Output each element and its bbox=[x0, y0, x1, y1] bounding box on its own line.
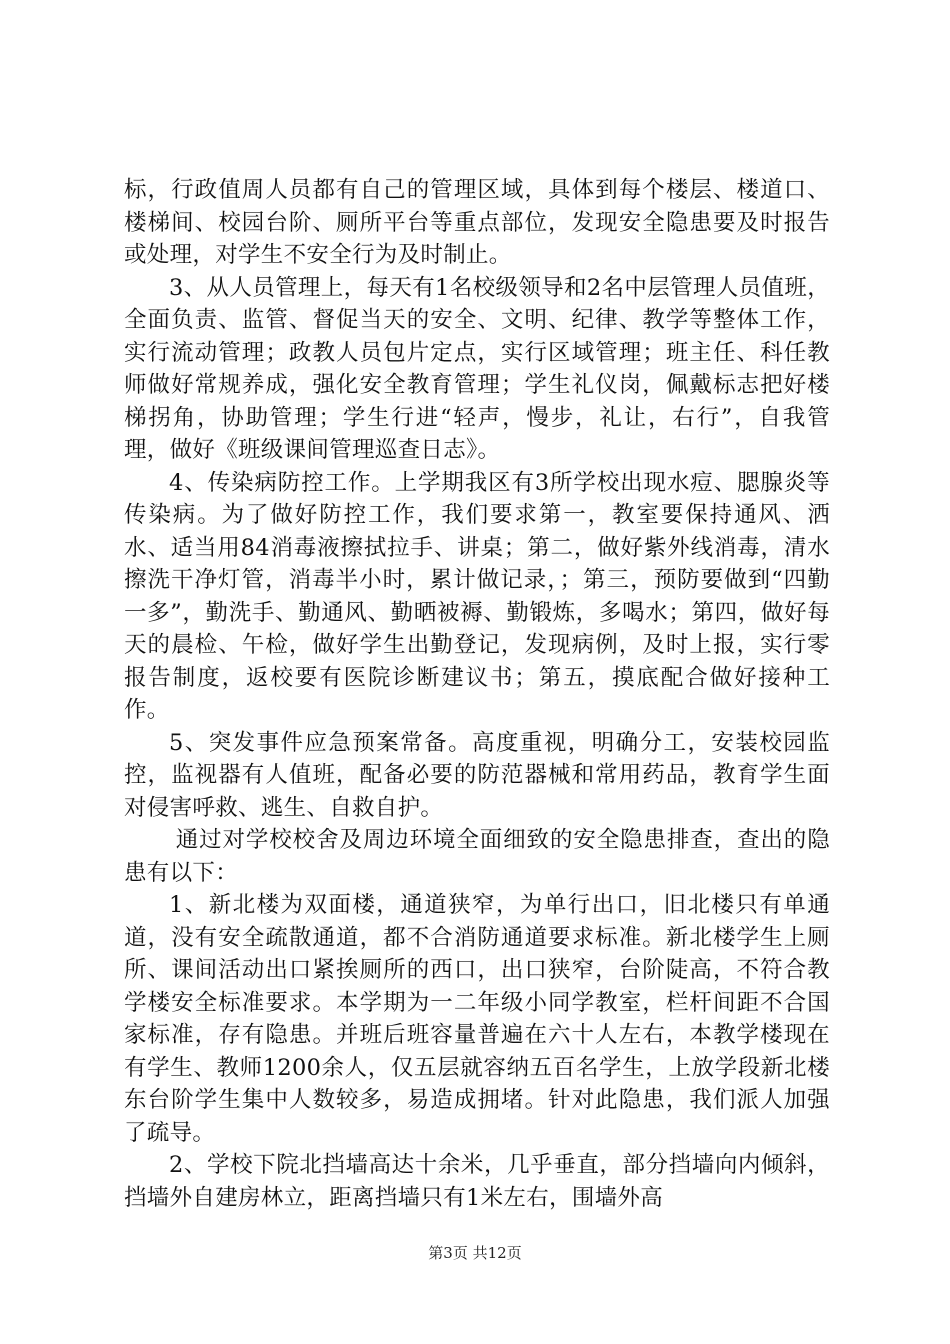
paragraph-hazard-intro: 通过对学校校舍及周边环境全面细致的安全隐患排查，查出的隐患有以下： bbox=[124, 827, 830, 886]
page-footer: 第3页 共12页 bbox=[428, 1244, 522, 1262]
paragraph-continuation: 标，行政值周人员都有自己的管理区域，具体到每个楼层、楼道口、楼梯间、校园台阶、厕所平台等重点部位，发现安全隐患要及时报告或处理，对学生不安全行为及时制止。 bbox=[124, 177, 830, 268]
paragraph-personnel-management: 3、从人员管理上，每天有1名校级领导和2名中层管理人员值班，全面负责、监管、督促当天的安全、文明、纪律、教学等整体工作，实行流动管理；政教人员包片定点，实行区域管理；班主任、科任教师做好常规养成，强化安全教育管理；学生礼仪岗，佩戴标志把好楼梯拐角，协助管理；学生行进“轻声，慢步，礼让，右行”，自我管理，做好《班级课间管理巡查日志》。 bbox=[124, 274, 830, 463]
paragraph-emergency-plan: 5、突发事件应急预案常备。高度重视，明确分工，安装校园监控，监视器有人值班，配备必要的防范器械和常用药品，教育学生面对侵害呼救、逃生、自救自护。 bbox=[124, 729, 830, 821]
paragraph-hazard-1: 1、新北楼为双面楼，通道狭窄，为单行出口，旧北楼只有单通道，没有安全疏散通道，都不合消防通道要求标准。新北楼学生上厕所、课间活动出口紧挨厕所的西口，出口狭窄，台阶陡高，不符合教学楼安全标准要求。本学期为一二年级小同学教室，栏杆间距不合国家标准，存有隐患。并班后班容量普遍在六十人左右，本教学楼现在有学生、教师1200余人，仅五层就容纳五百名学生，上放学段新北楼东台阶学生集中人数较多，易造成拥堵。针对此隐患，我们派人加强了疏导。 bbox=[124, 892, 830, 1146]
paragraph-hazard-2: 2、学校下院北挡墙高达十余米，几乎垂直，部分挡墙向内倾斜，挡墙外自建房林立，距离挡墙只有1米左右，围墙外高 bbox=[124, 1152, 830, 1211]
document-body bbox=[124, 174, 830, 1214]
paragraph-disease-control: 4、传染病防控工作。上学期我区有3所学校出现水痘、腮腺炎等传染病。为了做好防控工作，我们要求第一，教室要保持通风、洒水、适当用84消毒液擦拭拉手、讲桌；第二，做好紫外线消毒，清水擦洗干净灯管，消毒半小时，累计做记录，；第三，预防要做到“四勤一多”，勤洗手、勤通风、勤晒被褥、勤锻炼，多喝水；第四，做好每天的晨检、午检，做好学生出勤登记，发现病例，及时上报，实行零报告制度，返校要有医院诊断建议书；第五，摸底配合做好接种工作。 bbox=[124, 469, 830, 723]
